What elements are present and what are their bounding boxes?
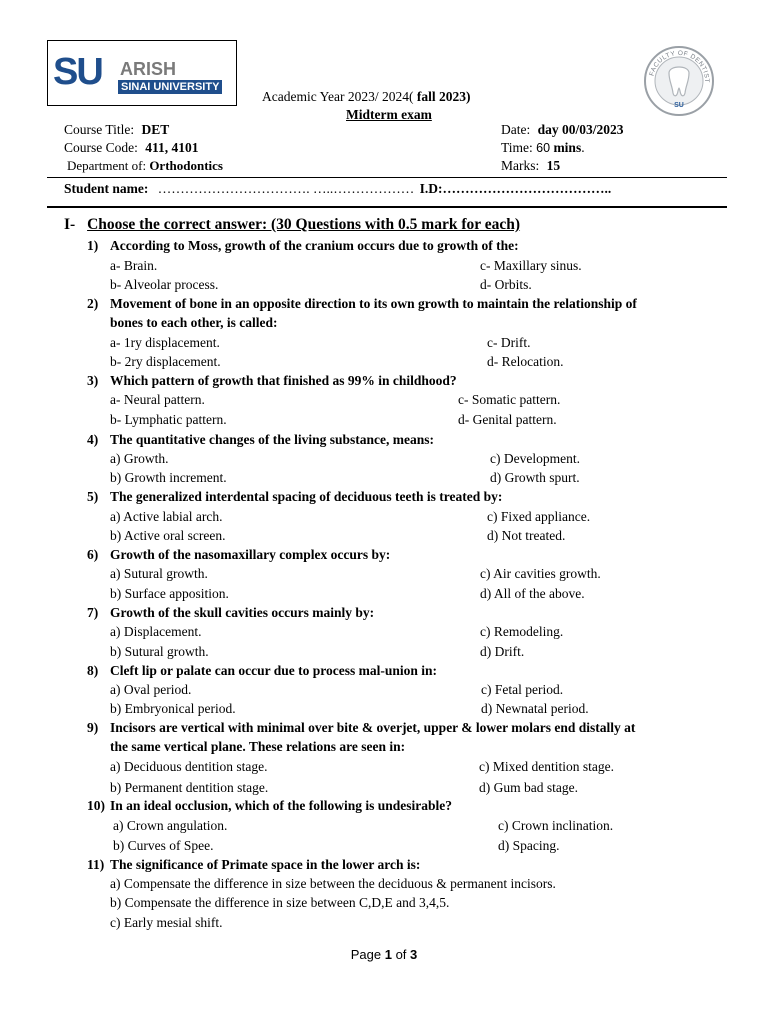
header-divider-bottom — [47, 206, 727, 208]
question-text: In an ideal occlusion, which of the following is undesirable? — [110, 798, 453, 813]
question-number: 2) — [87, 296, 99, 311]
option-c: c) Air cavities growth. — [480, 566, 601, 581]
question-text: Growth of the nasomaxillary complex occurs by: — [110, 547, 391, 562]
option-b: b) Surface apposition. — [110, 586, 229, 601]
time-value: 60 — [536, 141, 551, 155]
course-title-row — [64, 122, 169, 138]
course-code-row — [64, 140, 199, 156]
academic-year — [262, 89, 470, 105]
option-b: b) Sutural growth. — [110, 644, 209, 659]
university-logo — [47, 40, 237, 106]
question-text: Cleft lip or palate can occur due to process mal-union in: — [110, 663, 437, 678]
logo-su-text: SU — [53, 51, 102, 93]
option-d: d- Orbits. — [480, 277, 532, 292]
option-a: a- Brain. — [110, 258, 158, 273]
question-text-line2: bones to each other, is called: — [110, 315, 278, 330]
question-number: 1) — [87, 238, 99, 253]
option-a: a) Deciduous dentition stage. — [110, 759, 268, 774]
student-name-field[interactable]: ……………………………. …..……………… — [157, 181, 415, 196]
time-label: Time: — [501, 140, 533, 155]
option-a: a) Growth. — [110, 451, 169, 466]
option-b: b) Compensate the difference in size between C,D,E and 3,4,5. — [110, 895, 450, 910]
option-d: d) All of the above. — [480, 586, 585, 601]
option-b: b) Growth increment. — [110, 470, 227, 485]
option-a: a) Crown angulation. — [113, 818, 228, 833]
question-text: According to Moss, growth of the cranium occurs due to growth of the: — [110, 238, 519, 253]
marks-label: Marks: — [501, 158, 540, 173]
question-text-line2: the same vertical plane. These relations are seen in: — [110, 739, 406, 754]
option-d: d- Genital pattern. — [458, 412, 557, 427]
option-a: a) Compensate the difference in size between the deciduous & permanent incisors. — [110, 876, 556, 891]
question-text: Incisors are vertical with minimal over bite & overjet, upper & lower molars end distally at — [110, 720, 636, 735]
option-d: d) Newnatal period. — [481, 701, 589, 716]
option-c: c) Development. — [490, 451, 580, 466]
page-total: 3 — [410, 947, 418, 962]
option-a: a) Active labial arch. — [110, 509, 223, 524]
question-number: 7) — [87, 605, 99, 620]
time-row: Time: 60 mins. — [501, 140, 585, 155]
department-value: Orthodontics — [149, 158, 223, 173]
header-divider-top — [47, 177, 727, 178]
time-unit: mins — [553, 140, 582, 155]
question-text: Growth of the skull cavities occurs mainly by: — [110, 605, 375, 620]
section-heading — [64, 216, 520, 234]
option-c: c) Fixed appliance. — [487, 509, 591, 524]
question-text: Movement of bone in an opposite direction to its own growth to maintain the relationship of — [110, 296, 637, 311]
department-row — [67, 158, 223, 174]
page-footer — [0, 947, 768, 962]
option-c: c- Somatic pattern. — [458, 392, 561, 407]
option-d: d) Growth spurt. — [490, 470, 580, 485]
exam-type: Midterm exam — [346, 107, 432, 122]
option-d: d) Gum bad stage. — [479, 780, 578, 795]
question-number: 11) — [87, 857, 105, 872]
page-current: 1 — [384, 947, 392, 962]
question-number: 5) — [87, 489, 99, 504]
page-of: of — [395, 947, 407, 962]
marks-value: 15 — [546, 158, 561, 173]
seal-su-text: SU — [674, 102, 684, 109]
question-number: 10) — [87, 798, 105, 813]
academic-year-prefix: Academic Year 2023/ 2024( — [262, 89, 414, 104]
section-title: Choose the correct answer: (30 Questions with 0.5 mark for each) — [87, 216, 521, 233]
option-d: d- Relocation. — [487, 354, 564, 369]
question-text: Which pattern of growth that finished as 99% in childhood? — [110, 373, 457, 388]
logo-sinai-text: SINAI UNIVERSITY — [118, 80, 222, 94]
option-c: c- Drift. — [487, 335, 531, 350]
question-number: 9) — [87, 720, 99, 735]
option-a: a) Oval period. — [110, 682, 192, 697]
option-c: c) Mixed dentition stage. — [479, 759, 614, 774]
date-row — [501, 122, 624, 138]
option-b: b- 2ry displacement. — [110, 354, 221, 369]
option-b: b- Alveolar process. — [110, 277, 219, 292]
option-c: c) Fetal period. — [481, 682, 564, 697]
department-label: Department of: — [67, 158, 147, 173]
course-code-value: 411, 4101 — [145, 140, 199, 155]
option-a: a) Sutural growth. — [110, 566, 208, 581]
option-c: c) Early mesial shift. — [110, 915, 223, 930]
option-c: c) Remodeling. — [480, 624, 564, 639]
date-label: Date: — [501, 122, 531, 137]
question-number: 6) — [87, 547, 99, 562]
question-text: The generalized interdental spacing of deciduous teeth is treated by: — [110, 489, 503, 504]
option-c: c- Maxillary sinus. — [480, 258, 582, 273]
question-number: 4) — [87, 432, 99, 447]
option-a: a) Displacement. — [110, 624, 202, 639]
question-number: 8) — [87, 663, 99, 678]
option-a: a- 1ry displacement. — [110, 335, 220, 350]
option-c: c) Crown inclination. — [498, 818, 614, 833]
faculty-seal — [643, 45, 715, 117]
page-prefix: Page — [350, 947, 382, 962]
option-b: b) Curves of Spee. — [113, 838, 214, 853]
course-title-value: DET — [141, 122, 170, 137]
option-b: b- Lymphatic pattern. — [110, 412, 227, 427]
question-number: 3) — [87, 373, 99, 388]
section-number: I- — [64, 216, 76, 233]
date-value: day 00/03/2023 — [537, 122, 624, 137]
id-field[interactable]: ……………………………….. — [442, 181, 612, 196]
option-b: b) Permanent dentition stage. — [110, 780, 269, 795]
tooth-seal-icon — [643, 45, 715, 117]
option-b: b) Embryonical period. — [110, 701, 236, 716]
seal-text: FACULTY OF DENTIST — [648, 49, 711, 84]
course-title-label: Course Title: — [64, 122, 135, 137]
option-d: d) Not treated. — [487, 528, 566, 543]
student-name-label: Student name: — [64, 181, 149, 196]
question-text: The significance of Primate space in the lower arch is: — [110, 857, 421, 872]
option-a: a- Neural pattern. — [110, 392, 205, 407]
logo-arish-text: ARISH — [120, 59, 177, 79]
id-label: I.D: — [419, 181, 443, 196]
course-code-label: Course Code: — [64, 140, 138, 155]
question-text: The quantitative changes of the living substance, means: — [110, 432, 435, 447]
student-name-row — [64, 181, 611, 197]
option-d: d) Drift. — [480, 644, 525, 659]
marks-row — [501, 158, 560, 174]
academic-year-term: fall 2023) — [416, 89, 471, 104]
option-d: d) Spacing. — [498, 838, 560, 853]
option-b: b) Active oral screen. — [110, 528, 226, 543]
